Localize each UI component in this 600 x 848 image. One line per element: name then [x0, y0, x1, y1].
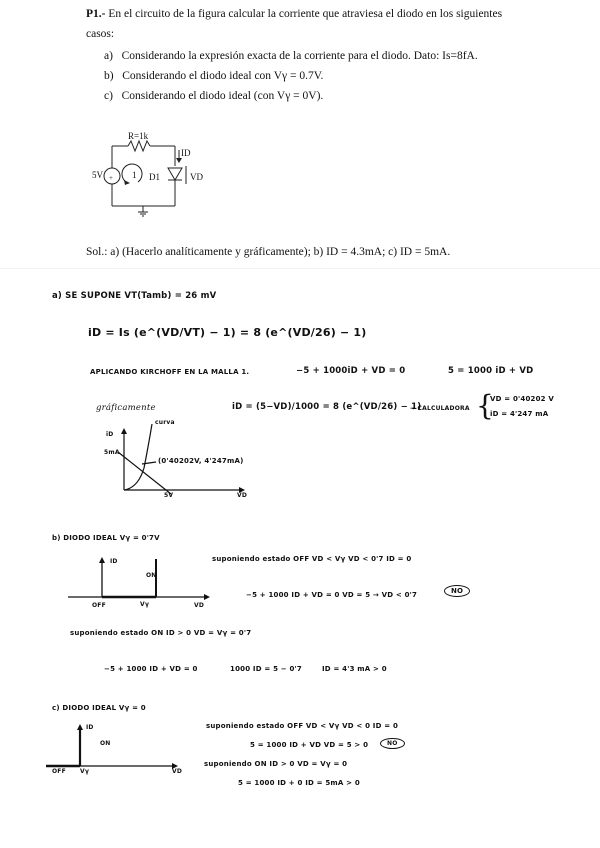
- part-b-graph-v-label: Vγ: [140, 601, 150, 608]
- part-b-assume-on: suponiendo estado ON ID > 0 VD = Vγ = 0'7: [70, 629, 252, 637]
- part-a-result-id: iD = 4'247 mA: [490, 410, 549, 418]
- part-b-assume-off: suponiendo estado OFF VD < Vγ VD < 0'7 ID = 0: [212, 555, 412, 563]
- part-a-kvl-equation: −5 + 1000iD + VD = 0: [296, 366, 406, 376]
- part-c-assume-on: suponiendo ON ID > 0 VD = Vγ = 0: [204, 760, 348, 768]
- svg-text:+: +: [109, 174, 113, 182]
- part-a-result-vd: VD = 0'40202 V: [490, 395, 554, 403]
- part-b-on-result: ID = 4'3 mA > 0: [322, 665, 387, 673]
- part-c-verdict: NO: [380, 738, 405, 749]
- part-a-results-brace: {: [476, 389, 494, 422]
- part-c-graph-off-label: OFF: [52, 768, 66, 775]
- part-b-verdict: NO: [444, 585, 470, 597]
- part-c-graph-x-label: VD: [172, 768, 183, 775]
- circuit-source-label: 5V: [92, 170, 103, 180]
- part-c-off-equation: 5 = 1000 ID + VD VD = 5 > 0: [250, 741, 369, 749]
- case-a: a) Considerando la expresión exacta de la corriente para el diodo. Dato: Is=8fA.: [104, 50, 478, 62]
- problem-statement-2: casos:: [86, 28, 115, 40]
- part-c-heading: c) DIODO IDEAL Vγ = 0: [52, 704, 146, 712]
- circuit-diode-label: D1: [149, 172, 160, 182]
- part-c-graph-on-label: ON: [100, 740, 111, 747]
- part-a-calc-label: → CALCULADORA: [410, 405, 470, 412]
- part-b-graph-x-label: VD: [194, 602, 205, 609]
- solution-line: Sol.: a) (Hacerlo analíticamente y gráficamente); b) ID = 4.3mA; c) ID = 5mA.: [86, 246, 451, 258]
- part-c-assume-off: suponiendo estado OFF VD < Vγ VD < 0 ID = 0: [206, 722, 399, 730]
- part-a-graph-x-label: VD: [237, 492, 248, 499]
- part-a-heading: a) SE SUPONE VT(Tamb) = 26 mV: [52, 291, 217, 301]
- part-c-on-result: 5 = 1000 ID + 0 ID = 5mA > 0: [238, 779, 360, 787]
- part-a-graph-curve-label: curva: [155, 419, 175, 426]
- problem-line-1: [86, 8, 502, 20]
- part-a-graph-label: gráficamente: [96, 403, 156, 413]
- case-b: b) Considerando el diodo ideal con Vγ = 0.7V.: [104, 70, 324, 82]
- circuit-voltage-label: VD: [190, 172, 203, 182]
- part-b-graph-off-label: OFF: [92, 602, 106, 609]
- part-b-heading: b) DIODO IDEAL Vγ = 0'7V: [52, 534, 160, 542]
- circuit-current-label: ID: [181, 148, 191, 158]
- part-a-diode-equation: iD = Is (e^(VD/VT) − 1) = 8 (e^(VD/26) − 1): [88, 326, 367, 339]
- circuit-loop-label: 1: [132, 170, 137, 180]
- part-b-off-equation: −5 + 1000 ID + VD = 0 VD = 5 → VD < 0'7: [246, 591, 418, 599]
- part-b-graph-y-label: ID: [110, 558, 118, 565]
- part-a-graph-y-tick: 5mA: [104, 449, 120, 456]
- divider: [0, 268, 600, 269]
- part-a-kirchhoff: APLICANDO KIRCHOFF EN LA MALLA 1.: [90, 368, 250, 376]
- part-a-graph-y-label: iD: [106, 431, 114, 438]
- part-b-on-solve: 1000 ID = 5 − 0'7: [230, 665, 302, 673]
- circuit-resistor-label: R=1k: [128, 131, 149, 141]
- part-c-graph-y-label: ID: [86, 724, 94, 731]
- problem-number: P1.-: [86, 8, 106, 20]
- part-a-graph-point-label: (0'40202V, 4'247mA): [158, 457, 244, 465]
- part-a-combined-equation: iD = (5−VD)/1000 = 8 (e^(VD/26) − 1): [232, 402, 422, 412]
- problem-statement: En el circuito de la figura calcular la corriente que atraviesa el diodo en los siguientes: [108, 8, 503, 20]
- part-c-graph-v-label: Vγ: [80, 768, 90, 775]
- part-b-graph-on-label: ON: [146, 572, 157, 579]
- case-c: c) Considerando el diodo ideal (con Vγ = 0V).: [104, 90, 324, 102]
- part-a-kvl-rearranged: 5 = 1000 iD + VD: [448, 366, 534, 376]
- part-a-graph-x-tick: 5V: [164, 492, 174, 499]
- part-b-on-equation: −5 + 1000 ID + VD = 0: [104, 665, 198, 673]
